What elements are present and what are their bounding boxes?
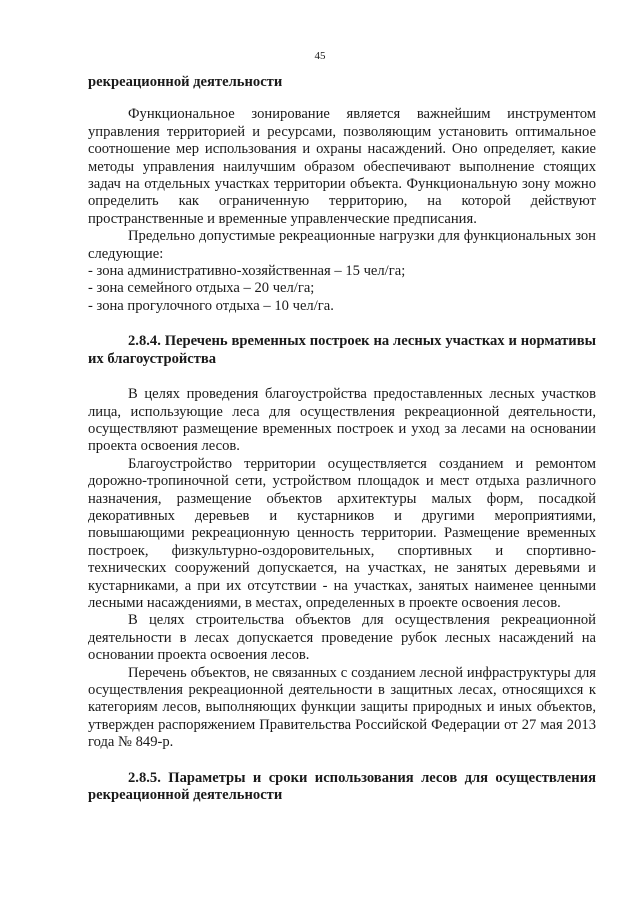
paragraph-zoning: Функциональное зонирование является важнейшим инструментом управления территорией и ресурсами, позволяющим установить оптимальное соотношение мер использования и охраны насаждений. Оно определяет, какие методы управления наилучшим образом обеспечивают выполнение стоящих задач на отдельных участках территории объекта. Функциональную зону можно определить как ограниченную территорию, на которой действуют пространственные и временные управленческие предписания. [88, 106, 596, 227]
section-heading-2-8-5: 2.8.5. Параметры и сроки использования лесов для осуществления рекреационной деятельности [88, 769, 596, 804]
paragraph-construction: В целях строительства объектов для осуществления рекреационной деятельности в лесах допускается проведение рубок лесных насаждений на основании проекта освоения лесов. [88, 612, 596, 664]
paragraph-objects-list: Перечень объектов, не связанных с созданием лесной инфраструктуры для осуществления рекреационной деятельности в защитных лесах, относящихся к категориям лесов, выполняющих функции защиты природных и иных объектов, утвержден распоряжением Правительства Российской Федерации от 27 мая 2013 года № 849-р. [88, 664, 596, 751]
paragraph-loads: Предельно допустимые рекреационные нагрузки для функциональных зон следующие: [88, 228, 596, 262]
heading-continuation: рекреационной деятельности [88, 74, 283, 90]
paragraph-improvement: В целях проведения благоустройства предоставленных лесных участков лица, использующие леса для осуществления рекреационной деятельности, осуществляют размещение временных построек и уход за лесами на основании проекта освоения лесов. [88, 386, 596, 455]
page-number: 45 [314, 50, 326, 62]
list-item: - зона прогулочного отдыха – 10 чел/га. [88, 297, 334, 314]
list-item: - зона семейного отдыха – 20 чел/га; [88, 280, 315, 297]
document-body [88, 74, 596, 804]
paragraph-territory: Благоустройство территории осуществляется созданием и ремонтом дорожно-тропиночной сети, устройством площадок и мест отдыха различного назначения, размещение объектов архитектуры малых форм, посадкой декоративных деревьев и кустарников и другими мероприятиями, повышающими рекреационную ценность территории. Размещение временных построек, физкультурно-оздоровительных, спортивных и спортивно-технических сооружений допускается, на участках, не занятых деревьями и кустарниками, а при их отсутствии - на участках, занятых наименее ценными лесными насаждениями, в местах, определенных в проекте освоения лесов. [88, 455, 596, 611]
section-heading-2-8-4: 2.8.4. Перечень временных построек на лесных участках и нормативы их благоустройства [88, 333, 596, 367]
list-item: - зона административно-хозяйственная – 15 чел/га; [88, 263, 406, 280]
